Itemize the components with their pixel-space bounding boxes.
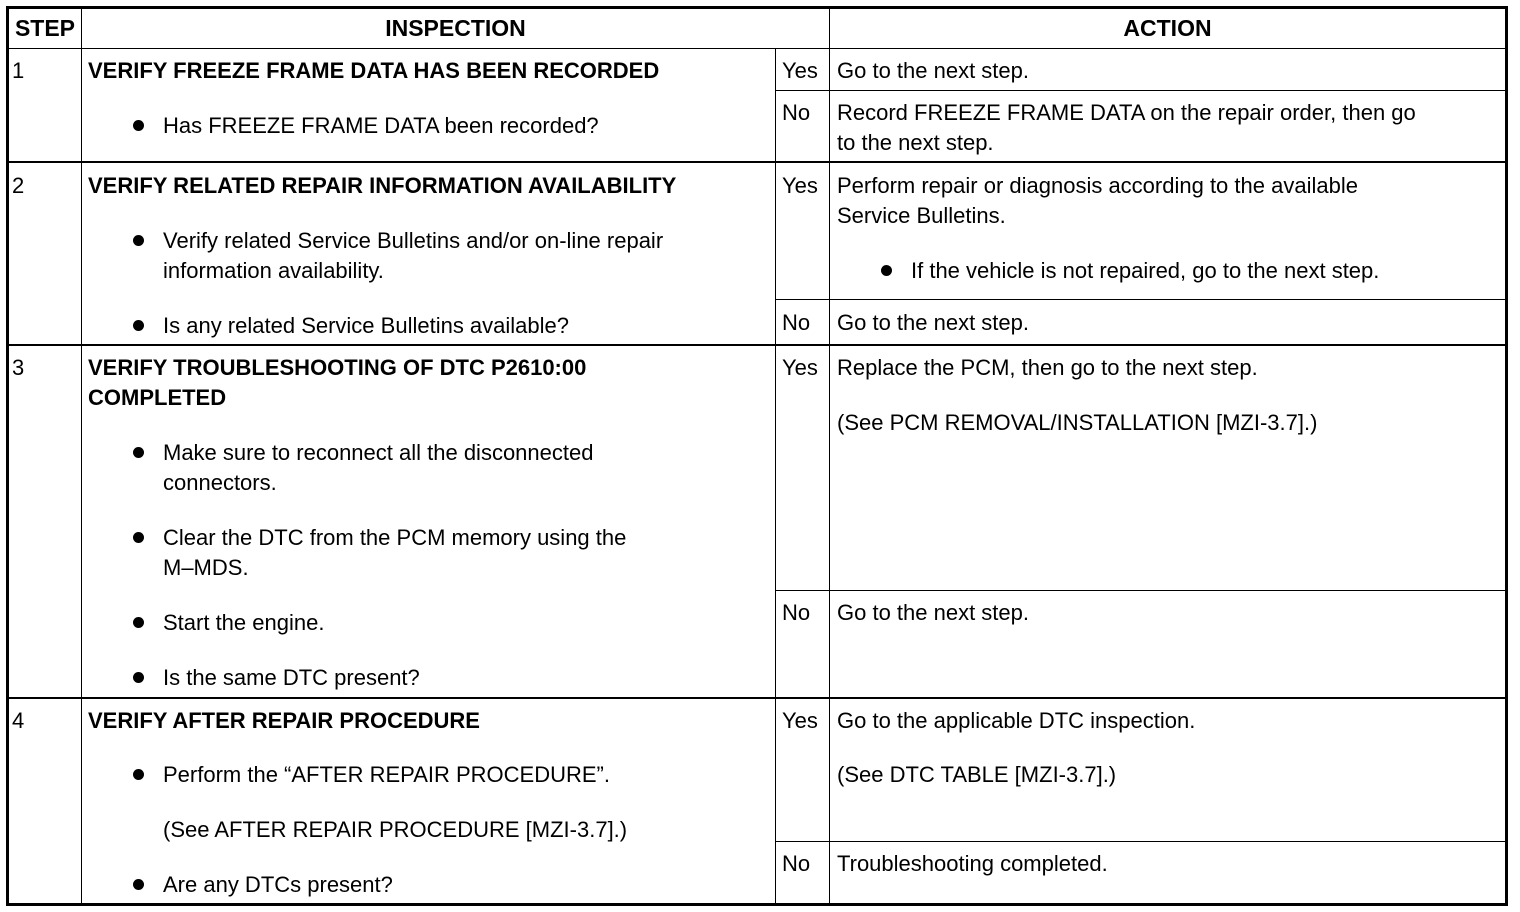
no-action-line: Record FREEZE FRAME DATA on the repair order, then go	[837, 100, 1416, 125]
inspection-title: VERIFY FREEZE FRAME DATA HAS BEEN RECORDED	[88, 58, 660, 83]
no-action-line: Go to the next step.	[837, 310, 1030, 335]
header-divider	[6, 48, 1508, 49]
yes-label: Yes	[782, 173, 818, 198]
no-label: No	[782, 851, 811, 876]
inspection-item: Clear the DTC from the PCM memory using the	[163, 525, 627, 550]
no-label: No	[782, 600, 811, 625]
outer-border-left	[6, 6, 9, 906]
col-divider-yesno	[775, 48, 776, 906]
bullet-icon	[133, 672, 144, 683]
inspection-item: Has FREEZE FRAME DATA been recorded?	[163, 113, 599, 138]
row-divider-3	[6, 697, 1508, 699]
bullet-icon	[133, 120, 144, 131]
row-divider-2	[6, 344, 1508, 346]
yesno-divider-1	[775, 90, 1508, 91]
outer-border-bottom	[6, 903, 1508, 906]
inspection-item: Is any related Service Bulletins available?	[163, 313, 570, 338]
bullet-icon	[133, 879, 144, 890]
no-action-line: Go to the next step.	[837, 600, 1030, 625]
yes-label: Yes	[782, 355, 818, 380]
step-number: 1	[12, 58, 25, 83]
no-action-line: Troubleshooting completed.	[837, 851, 1108, 876]
inspection-item: Verify related Service Bulletins and/or on-line repair	[163, 228, 664, 253]
bullet-icon	[133, 769, 144, 780]
header-inspection: INSPECTION	[385, 15, 526, 41]
yes-action: Service Bulletins.	[837, 203, 1006, 228]
inspection-item: Is the same DTC present?	[163, 665, 420, 690]
yes-action: Go to the next step.	[837, 58, 1030, 83]
inspection-title: VERIFY AFTER REPAIR PROCEDURE	[88, 708, 480, 733]
inspection-item: connectors.	[163, 470, 277, 495]
bullet-icon	[133, 447, 144, 458]
yes-action-bullet: If the vehicle is not repaired, go to the next step.	[911, 258, 1380, 283]
col-divider-action	[829, 6, 830, 906]
yes-action: Perform repair or diagnosis according to the available	[837, 173, 1358, 198]
col-divider-step	[81, 6, 82, 906]
inspection-item: Make sure to reconnect all the disconnected	[163, 440, 594, 465]
inspection-item: information availability.	[163, 258, 384, 283]
row-divider-1	[6, 161, 1508, 163]
inspection-item: Start the engine.	[163, 610, 325, 635]
no-action-line: to the next step.	[837, 130, 994, 155]
bullet-icon	[881, 265, 892, 276]
outer-border-right	[1505, 6, 1508, 906]
header-action: ACTION	[1123, 15, 1212, 41]
bullet-icon	[133, 320, 144, 331]
inspection-title: COMPLETED	[88, 385, 227, 410]
yes-label: Yes	[782, 58, 818, 83]
bullet-icon	[133, 235, 144, 246]
bullet-icon	[133, 617, 144, 628]
bullet-icon	[133, 532, 144, 543]
yes-action: (See PCM REMOVAL/INSTALLATION [MZI-3.7].)	[837, 410, 1318, 435]
inspection-item: M–MDS.	[163, 555, 249, 580]
yesno-divider-2	[775, 299, 1508, 300]
inspection-title: VERIFY RELATED REPAIR INFORMATION AVAILABILITY	[88, 173, 677, 198]
inspection-item: (See AFTER REPAIR PROCEDURE [MZI-3.7].)	[163, 817, 628, 842]
step-number: 4	[12, 708, 25, 733]
yes-action: Go to the applicable DTC inspection.	[837, 708, 1196, 733]
inspection-title: VERIFY TROUBLESHOOTING OF DTC P2610:00	[88, 355, 587, 380]
yesno-divider-3	[775, 590, 1508, 591]
yesno-divider-4	[775, 841, 1508, 842]
no-label: No	[782, 310, 811, 335]
outer-border-top	[6, 6, 1508, 9]
yes-action: Replace the PCM, then go to the next step.	[837, 355, 1258, 380]
step-number: 2	[12, 173, 25, 198]
step-number: 3	[12, 355, 25, 380]
header-step: STEP	[14, 15, 76, 41]
no-label: No	[782, 100, 811, 125]
yes-action: (See DTC TABLE [MZI-3.7].)	[837, 762, 1117, 787]
yes-label: Yes	[782, 708, 818, 733]
inspection-item: Are any DTCs present?	[163, 872, 393, 897]
inspection-item: Perform the “AFTER REPAIR PROCEDURE”.	[163, 762, 610, 787]
